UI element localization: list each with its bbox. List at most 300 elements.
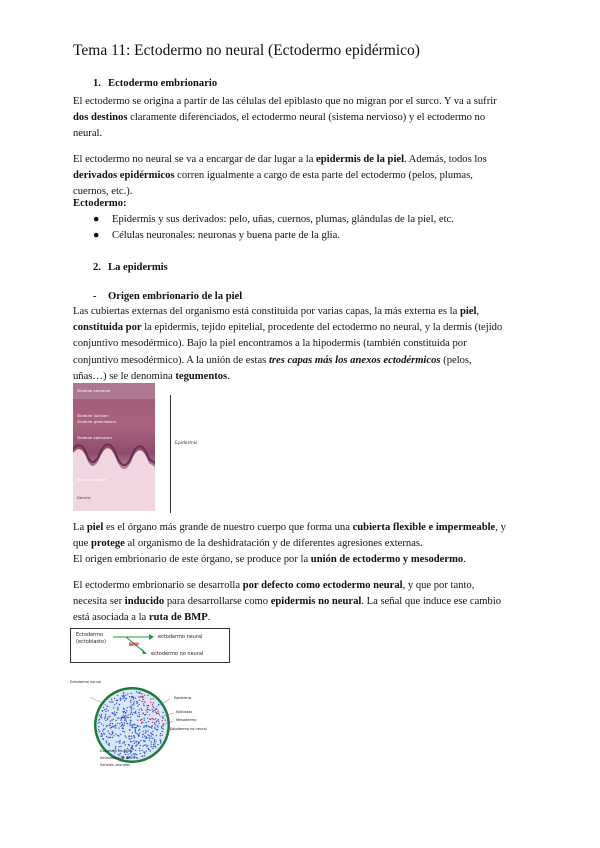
embryo-dot [119,698,120,699]
embryo-dot [124,731,125,732]
paragraph-1 [73,94,529,143]
embryo-dot [101,735,102,736]
embryo-red-dot [147,718,148,719]
embryo-dot [117,708,118,709]
p3-line-2 [73,320,529,336]
embryo-dot [108,710,109,711]
embryo-dot [115,746,116,747]
embryo-dot [155,718,156,719]
embryo-dot [125,744,126,745]
p1-bold-1: dos destinos [73,112,128,124]
embryo-dot [104,717,105,718]
embryo-dot [125,712,126,713]
embryo-dot [143,727,144,728]
embryo-dot [154,728,155,729]
embryo-dot [153,702,154,703]
embryo-dot [130,722,131,723]
ectodermo-label: Ectodermo: [73,198,127,209]
embryo-dot [132,696,133,697]
embryo-dot [149,750,150,751]
embryo-dot [139,750,140,751]
embryo-dot [125,719,126,720]
p3-text-g: . [227,370,230,382]
embryo-dot [145,732,146,733]
embryo-dot [122,743,123,744]
embryo-dot [151,726,152,727]
embryo-dot [114,715,115,716]
embryo-dot [109,701,110,702]
embryo-red-dot [155,711,156,712]
p5-bold-2: inducido [124,596,165,608]
embryo-dot [122,711,123,712]
embryo-dot [112,726,113,727]
embryo-dot [106,736,107,737]
embryo-dot [143,741,144,742]
p4-bold-3: protege [90,538,125,550]
embryo-dot [131,693,132,694]
embryo-label-neural: Ectodermo neural [70,680,102,684]
embryo-dot [133,703,134,704]
embryo-dot [107,725,108,726]
embryo-dot [110,737,111,738]
paragraph-4 [73,520,529,569]
embryo-dot [111,699,112,700]
embryo-dot [160,735,161,736]
embryo-dot [130,701,131,702]
p4-line-1 [73,520,529,536]
embryo-red-dot [140,720,141,721]
embryo-dot [161,727,162,728]
embryo-dot [154,727,155,728]
p2-line-3: cuernos, etc.). [73,186,133,198]
embryo-dot [143,703,144,704]
embryo-dot [101,733,102,734]
embryo-red-dot [162,720,163,721]
p5-bold-1: por defecto como ectodermo neural [242,580,403,591]
diagram-bmp-label: BMP [129,642,139,647]
embryo-dot [110,734,111,735]
embryo-dot [143,745,144,746]
p3-text-a: Las cubiertas externas del organismo está constituida por varias capas, la más externa es la [73,306,460,317]
embryo-dot [132,714,133,715]
embryo-dot [147,711,148,712]
embryo-dot [162,717,163,718]
embryo-dot [104,728,105,729]
embryo-dot [142,736,143,737]
embryo-red-dot [152,711,153,712]
p2-line-1 [73,152,529,168]
histo-label-spinosum: Stratum spinosum [77,435,112,440]
embryo-dot [149,740,150,741]
embryo-dot [114,704,115,705]
embryo-dot [140,740,141,741]
embryo-dot [123,695,124,696]
embryo-dot [122,731,123,732]
histo-label-corneum: Stratum corneum [77,388,111,393]
embryo-dot [136,744,137,745]
embryo-dot [111,701,112,702]
embryo-red-dot [144,701,145,702]
embryo-dot [104,709,105,710]
p4-bold-1: piel [86,522,104,533]
embryo-dot [116,741,117,742]
embryo-red-dot [141,722,142,723]
embryo-dot [147,730,148,731]
embryo-dot [133,712,134,713]
embryo-dot [158,721,159,722]
p4-text-e: al organismo de la deshidratación y de diferentes agresiones externas. [124,538,423,550]
embryo-dot [146,722,147,723]
embryo-dot [135,727,136,728]
embryo-dot [117,723,118,724]
p3-line-4 [73,353,529,369]
embryo-dot [146,746,147,747]
embryo-red-dot [152,722,153,723]
p3-bold-3: tegumentos [175,370,228,382]
embryo-dot [133,704,134,705]
paragraph-5 [73,578,529,627]
embryo-dot [144,718,145,719]
embryo-dot [116,703,117,704]
embryo-dot [130,700,131,701]
embryo-dot [130,741,131,742]
embryo-dot [118,746,119,747]
embryo-dot [131,708,132,709]
embryo-dot [139,691,140,692]
embryo-red-dot [150,702,151,703]
embryo-dot [103,707,104,708]
embryo-legend-3: Señales neurales [100,763,130,767]
p3-text-e: (pelos, [440,354,472,366]
embryo-dot [104,718,105,719]
embryo-dot [151,737,152,738]
embryo-dot [153,719,154,720]
embryo-dot [134,724,135,725]
embryo-dot [154,746,155,747]
embryo-dot [146,751,147,752]
embryo-dot [129,735,130,736]
embryo-dot [103,725,104,726]
p3-text-c: la epidermis, tejido epitelial, procedente del ectodermo no neural, y la dermis (tejido [141,322,503,334]
embryo-red-dot [141,708,142,709]
p3-bold-2: constituida por [73,322,142,334]
embryo-dot [106,708,107,709]
embryo-label-no-neural: Ectodermo no neural [170,727,207,731]
embryo-red-dot [142,696,143,697]
embryo-dot [113,726,114,727]
embryo-dot [133,708,134,709]
embryo-dot [139,748,140,749]
embryo-dot [101,723,102,724]
embryo-red-dot [147,695,148,696]
embryo-dot [137,705,138,706]
embryo-dot [112,737,113,738]
embryo-dot [157,726,158,727]
diagram-target-neural: ectodermo neural [158,634,203,640]
embryo-dot [132,749,133,750]
p4-text-b: es el órgano más grande de nuestro cuerpo que forma una [103,522,353,533]
embryo-dot [153,744,154,745]
embryo-dot [143,731,144,732]
embryo-red-dot [155,709,156,710]
p2-text-c: corren igualmente a cargo de esta parte del ectodermo (pelos, plumas, [174,170,473,182]
embryo-dot [98,726,99,727]
embryo-dot [108,716,109,717]
embryo-dot [120,700,121,701]
embryo-dot [127,723,128,724]
embryo-dot [162,712,163,713]
diagram-target-non-neural: ectodermo no neural [151,651,204,657]
embryo-dot [124,711,125,712]
embryo-dot [144,735,145,736]
diagram-source-sublabel: (ectoblasto) [76,639,106,645]
embryo-dot [106,742,107,743]
embryo-dot [141,701,142,702]
embryo-dot [124,722,125,723]
histo-label-lucidum: Stratum lucidum [77,413,109,418]
histo-label-basale: Stratum basale [77,477,107,482]
embryo-dot [123,693,124,694]
p3-line-1 [73,304,529,320]
embryo-dot [155,743,156,744]
embryo-dot [112,723,113,724]
p2-line-2 [73,168,529,184]
embryo-dot [119,743,120,744]
p5-line-1 [73,578,529,594]
embryo-dot [138,726,139,727]
embryo-dot [114,698,115,699]
embryo-dot [132,727,133,728]
subsection-heading: Origen embrionario de la piel [108,291,243,302]
embryo-dot [134,737,135,738]
embryo-red-dot [150,698,151,699]
embryo-red-dot [152,706,153,707]
embryo-dot [137,758,138,759]
embryo-dot [163,725,164,726]
bmp-pathway-diagram [70,628,230,663]
embryo-dot [136,701,137,702]
p5-text-f: está asociada a la [73,612,149,624]
embryo-dot [136,754,137,755]
embryo-dot [101,714,102,715]
embryo-dot [147,708,148,709]
embryo-dot [129,730,130,731]
embryo-dot [118,727,119,728]
embryo-dot [141,693,142,694]
embryo-dot [146,736,147,737]
epidermis-side-label: Epidermis [175,441,198,446]
embryo-dot [129,739,130,740]
p5-text-b: , y que por tanto, [402,580,475,591]
p2-bold-1: epidermis de la piel [316,154,405,165]
paragraph-3 [73,304,529,385]
embryo-dot [154,739,155,740]
histo-label-dermis: Dermis [77,495,91,500]
embryo-dot [152,734,153,735]
embryo-dot [138,696,139,697]
embryo-dot [101,717,102,718]
embryo-dot [160,741,161,742]
p5-text-a: El ectodermo embrionario se desarrolla [73,580,243,591]
embryo-dot [105,720,106,721]
embryo-red-dot [147,707,148,708]
histo-label-granulosum: Stratum granulosum [77,419,117,424]
p4-bold-4: unión de ectodermo y mesodermo [310,554,464,566]
embryo-dot [124,735,125,736]
embryo-dot [125,695,126,696]
embryo-dot [128,754,129,755]
embryo-dot [137,716,138,717]
embryo-red-dot [149,718,150,719]
embryo-dot [141,709,142,710]
embryo-dot [165,720,166,721]
embryo-dot [126,720,127,721]
embryo-dot [151,741,152,742]
p5-line-3 [73,610,529,626]
embryo-dot [163,728,164,729]
embryo-dot [118,735,119,736]
embryo-legend-2: Inhibidores de BMP [100,756,134,760]
embryo-dot [128,744,129,745]
embryo-dot [156,721,157,722]
embryo-dot [160,742,161,743]
embryo-dot [136,691,137,692]
embryo-dot [149,737,150,738]
embryo-dot [111,712,112,713]
embryo-dot [156,735,157,736]
embryo-dot [128,714,129,715]
embryo-dot [109,745,110,746]
embryo-dot [116,700,117,701]
embryo-dot [108,730,109,731]
embryo-dot [135,745,136,746]
embryo-dot [134,757,135,758]
embryo-dot [160,733,161,734]
diagram-source-label: Ectodermo [76,632,104,638]
embryo-dot [129,707,130,708]
embryo-dot [108,743,109,744]
embryo-red-dot [158,713,159,714]
embryo-dot [143,734,144,735]
embryo-dot [135,732,136,733]
embryo-dot [152,709,153,710]
paragraph-2 [73,152,529,201]
epidermis-bracket-line [170,395,171,513]
embryo-dot [130,717,131,718]
embryo-dot [131,736,132,737]
embryo-dot [156,708,157,709]
embryo-dot [117,707,118,708]
embryo-red-dot [156,713,157,714]
embryo-dot [121,722,122,723]
embryo-dot [124,716,125,717]
embryo-dot [124,700,125,701]
embryo-label-epiblasto: Epiblasto [176,710,193,714]
embryo-dot [121,717,122,718]
embryo-dot [138,704,139,705]
embryo-dot [154,742,155,743]
embryo-dot [124,717,125,718]
bullet-symbol-1: ● [93,214,100,225]
embryo-dot [123,725,124,726]
embryo-dot [152,748,153,749]
embryo-dot [143,699,144,700]
embryo-dot [113,735,114,736]
embryo-dot [155,741,156,742]
embryo-dot [135,730,136,731]
embryo-dot [140,753,141,754]
p5-bold-3: epidermis no neural [270,596,362,608]
embryo-dot [134,736,135,737]
embryo-red-dot [141,718,142,719]
embryo-red-dot [152,698,153,699]
bullet-item-1: Epidermis y sus derivados: pelo, uñas, cuernos, plumas, glándulas de la piel, etc. [112,214,454,225]
p4-text-d: que [73,538,91,550]
embryo-dot [145,730,146,731]
embryo-dot [132,704,133,705]
embryo-red-dot [149,714,150,715]
embryo-dot [161,726,162,727]
embryo-dot [113,719,114,720]
embryo-dot [118,717,119,718]
p5-text-e: . La señal que induce ese cambio [361,596,502,608]
embryo-dot [114,711,115,712]
p4-bold-2: cubierta flexible e impermeable [352,522,496,533]
embryo-label-epidermis: Epidermis [174,696,192,700]
embryo-red-dot [145,710,146,711]
embryo-dot [118,741,119,742]
embryo-dot [129,696,130,697]
embryo-dot [144,752,145,753]
p1-line-2-text: claramente diferenciados, el ectodermo neural (sistema nervioso) y el ectodermo no [127,112,486,124]
embryo-dot [138,712,139,713]
embryo-dot [150,735,151,736]
embryo-dot [102,730,103,731]
embryo-dot [115,733,116,734]
embryo-dot [139,700,140,701]
embryo-red-dot [154,723,155,724]
embryo-dot [131,710,132,711]
embryo-dot [120,746,121,747]
embryo-dot [141,756,142,757]
embryo-red-dot [144,695,145,696]
embryo-dot [122,728,123,729]
p3-bold-italic: tres capas más los anexos ectodérmicos [268,354,441,366]
embryo-dot [130,714,131,715]
embryo-dot [158,719,159,720]
p1-line-2 [73,110,529,126]
embryo-dot [151,746,152,747]
embryo-dot [120,719,121,720]
diagram-arrows [71,629,229,662]
embryo-dot [132,732,133,733]
embryo-bmp-figure [70,677,230,767]
embryo-dot [135,729,136,730]
embryo-dot [115,720,116,721]
embryo-red-dot [142,712,143,713]
embryo-dot [162,735,163,736]
embryo-dot [153,746,154,747]
embryo-dot [156,729,157,730]
embryo-label-mesodermo: Mesodermo [176,718,197,722]
embryo-dot [103,739,104,740]
embryo-dot [110,723,111,724]
embryo-dot [140,726,141,727]
embryo-dot [144,720,145,721]
p5-line-2 [73,594,529,610]
embryo-dot [130,723,131,724]
embryo-dot [142,750,143,751]
